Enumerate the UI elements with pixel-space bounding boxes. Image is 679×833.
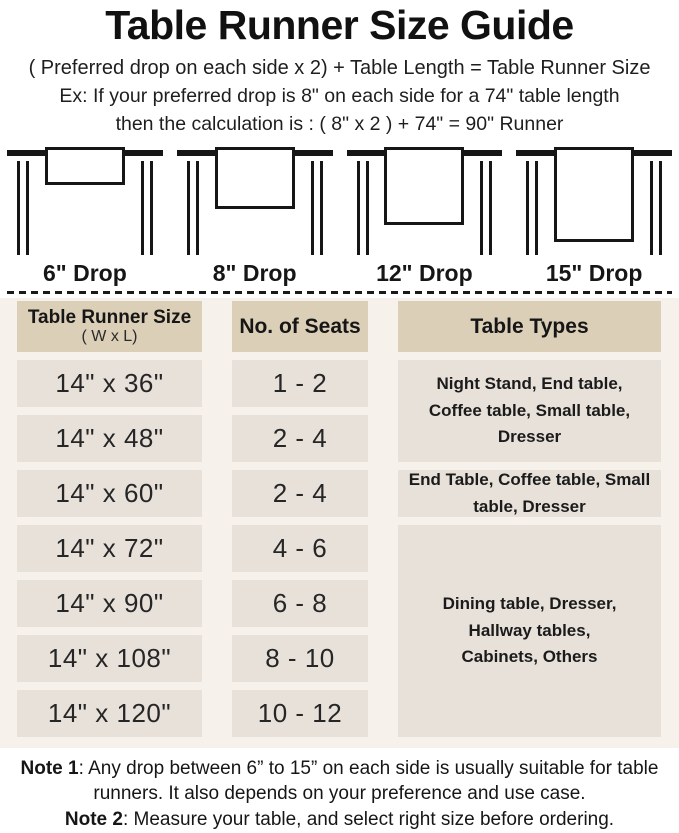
size-cell: 14" x 60": [17, 470, 202, 517]
header-types-label: Table Types: [470, 314, 589, 338]
note-1-text: : Any drop between 6” to 15” on each side is usually suitable for table runners. It also depends on your preference and use case.: [78, 758, 659, 804]
table-leg-shape: [187, 161, 199, 255]
size-cell: 14" x 108": [17, 635, 202, 682]
size-cell: 14" x 90": [17, 580, 202, 627]
runner-drape-shape: [554, 147, 634, 242]
example-line-2: then the calculation is : ( 8" x 2 ) + 74" = 90" Runner: [115, 113, 564, 135]
table-leg-shape: [650, 161, 662, 255]
size-cell: 14" x 120": [17, 690, 202, 737]
table-leg-shape: [357, 161, 369, 255]
runner-drape-shape: [384, 147, 464, 225]
table-with-runner-illustration-12in: [340, 144, 510, 258]
drop-label-8in: 8" Drop: [212, 259, 297, 286]
table-with-runner-illustration-15in: [509, 144, 679, 258]
size-table: [0, 301, 679, 737]
table-leg-shape: [480, 161, 492, 255]
seats-cell: 10 - 12: [232, 690, 368, 737]
table-leg-shape: [526, 161, 538, 255]
size-guide-page: [0, 2, 679, 833]
drop-illustrations: [0, 144, 679, 258]
seats-cell: 8 - 10: [232, 635, 368, 682]
seats-cell: 4 - 6: [232, 525, 368, 572]
note-1-label: Note 1: [20, 758, 79, 779]
note-2-label: Note 2: [64, 809, 123, 831]
example-line-1: Ex: If your preferred drop is 8" on each side for a 74" table length: [59, 85, 620, 107]
header-seats-label: No. of Seats: [239, 314, 361, 338]
seats-cell: 1 - 2: [232, 360, 368, 407]
note-1: [4, 757, 675, 806]
page-title: Table Runner Size Guide: [105, 2, 574, 48]
drop-label-12in: 12" Drop: [376, 259, 473, 286]
note-2: [4, 808, 675, 833]
drop-labels: [0, 258, 679, 288]
column-header-runner-size: [17, 301, 202, 352]
table-leg-shape: [17, 161, 29, 255]
size-cell: 14" x 36": [17, 360, 202, 407]
table-types-cell-medium-tables: End Table, Coffee table, Small table, Dresser: [398, 470, 661, 517]
column-header-seats: [232, 301, 368, 352]
table-types-cell-large-tables: Dining table, Dresser, Hallway tables, Cabinets, Others: [398, 525, 661, 737]
column-header-table-types: [398, 301, 661, 352]
drop-label-15in: 15" Drop: [545, 259, 643, 286]
table-with-runner-illustration-6in: [0, 144, 170, 258]
table-leg-shape: [141, 161, 153, 255]
drop-label-6in: 6" Drop: [43, 259, 127, 286]
dashed-divider: [7, 291, 672, 294]
formula-text: ( Preferred drop on each side x 2) + Table Length = Table Runner Size: [28, 57, 651, 79]
size-cell: 14" x 48": [17, 415, 202, 462]
size-guide-section: [0, 298, 679, 748]
seats-cell: 2 - 4: [232, 415, 368, 462]
seats-cell: 2 - 4: [232, 470, 368, 517]
runner-drape-shape: [215, 147, 295, 209]
runner-drape-shape: [45, 147, 125, 185]
table-types-cell-small-tables: Night Stand, End table, Coffee table, Small table, Dresser: [398, 360, 661, 462]
table-leg-shape: [311, 161, 323, 255]
size-cell: 14" x 72": [17, 525, 202, 572]
seats-cell: 6 - 8: [232, 580, 368, 627]
header-size-title: Table Runner Size: [27, 306, 192, 328]
note-2-text: : Measure your table, and select right size before ordering.: [122, 809, 615, 831]
notes-section: [0, 757, 679, 833]
header-size-sub: ( W x L): [81, 328, 138, 346]
table-with-runner-illustration-8in: [170, 144, 340, 258]
